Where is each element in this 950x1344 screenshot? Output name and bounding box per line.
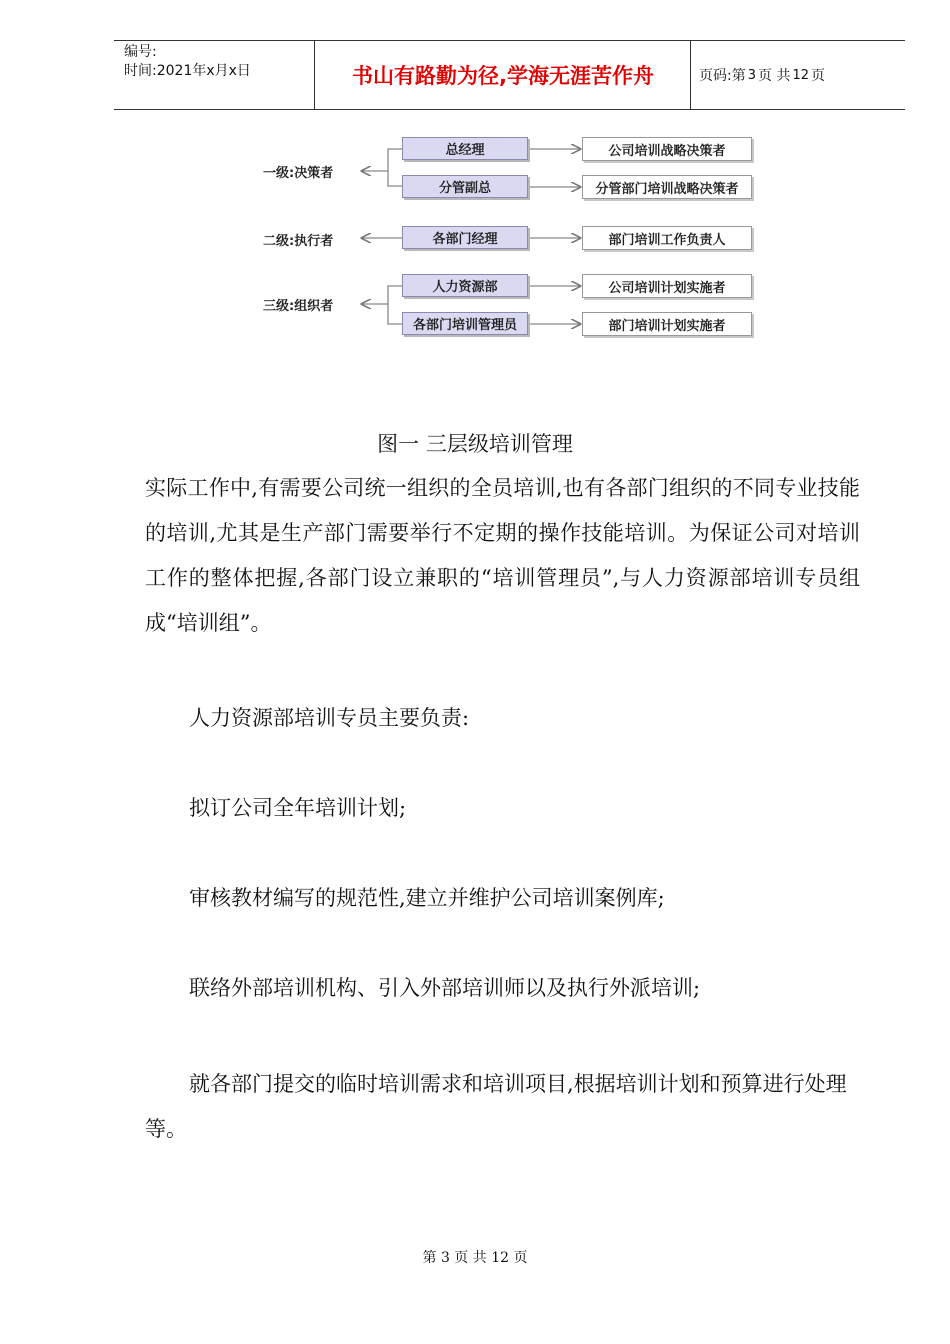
duty-box: 部门培训计划实施者 xyxy=(582,312,752,336)
page-mid: 页 共 xyxy=(758,68,791,84)
page-suffix: 页 xyxy=(811,68,825,84)
responsibility-item: 拟订公司全年培训计划; xyxy=(189,796,407,820)
figure-caption: 图一 三层级培训管理 xyxy=(377,432,573,456)
duty-box: 部门培训工作负责人 xyxy=(582,226,752,250)
training-hierarchy-diagram xyxy=(0,0,950,360)
page-current: 3 xyxy=(747,67,756,83)
responsibility-item: 联络外部培训机构、引入外部培训师以及执行外派培训; xyxy=(189,976,701,1000)
level-3-label: 三级:组织者 xyxy=(263,299,334,314)
level-1-label: 一级:决策者 xyxy=(263,166,334,181)
level-2-label: 二级:执行者 xyxy=(263,234,334,249)
number-label: 编号: xyxy=(124,44,157,60)
role-box: 总经理 xyxy=(402,137,528,160)
role-box: 分管副总 xyxy=(402,175,528,198)
page-total: 12 xyxy=(792,67,809,83)
body-paragraph: 实际工作中,有需要公司统一组织的全员培训,也有各部门组织的不同专业技能的培训,尤其是生产部门需要举行不定期的操作技能培训。为保证公司对培训工作的整体把握,各部门设立兼职的“培训管理员”,与人力资源部培训专员组成“培训组”。 xyxy=(145,476,860,635)
role-box: 各部门培训管理员 xyxy=(402,312,528,335)
role-box: 各部门经理 xyxy=(402,226,528,249)
duty-box: 分管部门培训战略决策者 xyxy=(582,175,752,199)
duty-box: 公司培训计划实施者 xyxy=(582,274,752,298)
page-prefix: 页码:第 xyxy=(699,68,746,84)
role-box: 人力资源部 xyxy=(402,274,528,297)
responsibility-item: 审核教材编写的规范性,建立并维护公司培训案例库; xyxy=(189,886,665,910)
responsibility-intro: 人力资源部培训专员主要负责: xyxy=(189,706,470,730)
header-motto: 书山有路勤为径,学海无涯苦作舟 xyxy=(316,41,691,109)
duty-box: 公司培训战略决策者 xyxy=(582,137,752,161)
page-footer: 第 3 页 共 12 页 xyxy=(422,1250,528,1266)
responsibility-item: 就各部门提交的临时培训需求和培训项目,根据培训计划和预算进行处理等。 xyxy=(145,1072,847,1141)
time-label: 时间:2021年x月x日 xyxy=(124,63,251,79)
